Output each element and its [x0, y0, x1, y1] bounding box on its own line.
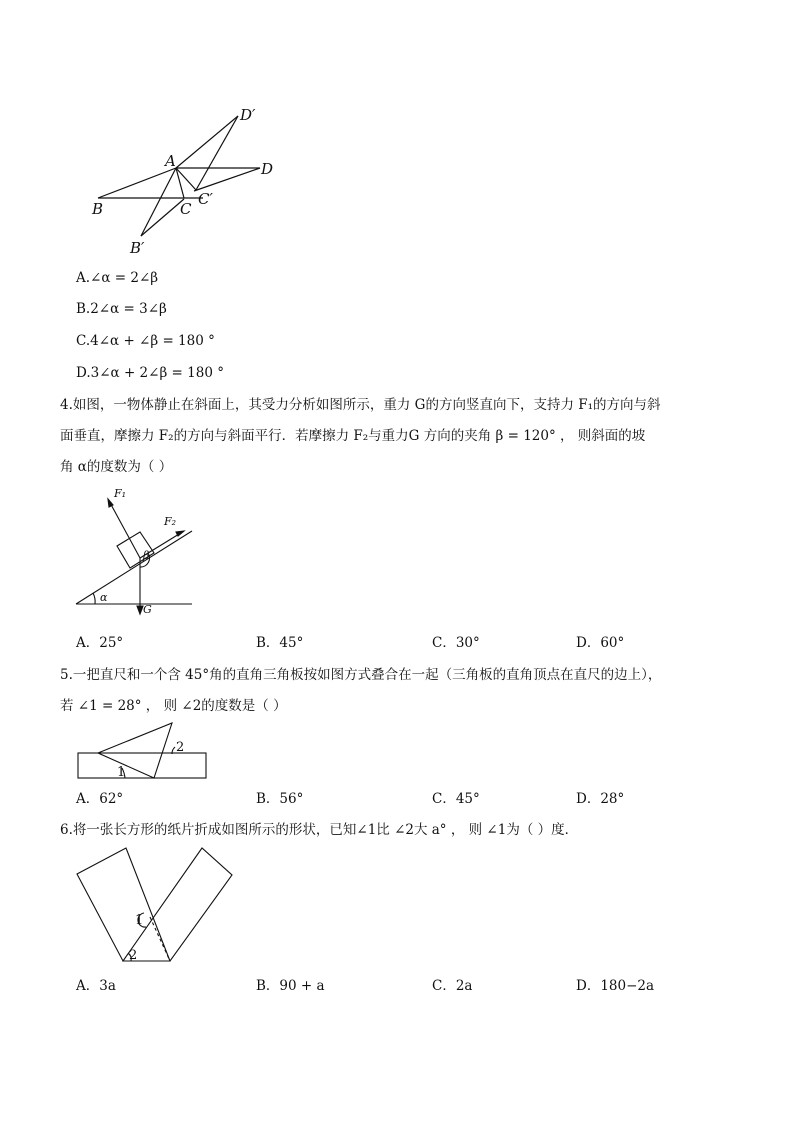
- q5-stem-line2: 若 ∠1 = 28° ， 则 ∠2的度数是（ ）: [60, 698, 287, 714]
- q3-option-c: C.4∠α + ∠β = 180 °: [76, 333, 215, 349]
- q6-option-b: B．90 + a: [256, 978, 325, 994]
- q6-option-a: A．3a: [76, 978, 116, 994]
- q5-figure: [75, 718, 215, 784]
- q4-figure: [70, 485, 200, 620]
- q3-option-d: D.3∠α + 2∠β = 180 °: [76, 365, 224, 381]
- q5-option-b: B．56°: [256, 791, 304, 807]
- q4-option-a: A．25°: [76, 635, 124, 651]
- q5-option-c: C．45°: [432, 791, 480, 807]
- q4-option-b: B．45°: [256, 635, 304, 651]
- label-alpha: α: [100, 591, 108, 604]
- q6-figure: [72, 845, 237, 967]
- q6-stem-line1: 6.将一张长方形的纸片折成如图所示的形状，已知∠1比 ∠2大 a° ， 则 ∠1为（ ）度．: [60, 822, 579, 838]
- q4-option-d: D．60°: [576, 635, 625, 651]
- label-B: B: [92, 200, 104, 218]
- q5-option-d: D．28°: [576, 791, 625, 807]
- label-B-prime: B′: [130, 239, 145, 257]
- q4-option-c: C．30°: [432, 635, 480, 651]
- q4-stem-line3: 角 α的度数为（ ）: [60, 459, 173, 475]
- label-D: D: [261, 160, 274, 178]
- q3-option-a: A.∠α = 2∠β: [76, 270, 159, 286]
- label-angle-1: 1: [135, 913, 144, 928]
- label-F1: F₁: [114, 487, 127, 500]
- label-A: A: [165, 152, 176, 170]
- label-C-prime: C′: [198, 190, 213, 208]
- label-angle-2: 2: [176, 740, 185, 755]
- label-angle-2: 2: [129, 948, 138, 963]
- q6-option-d: D．180−2a: [576, 978, 655, 994]
- label-C: C: [180, 200, 192, 218]
- label-G: G: [143, 603, 152, 616]
- q5-option-a: A．62°: [76, 791, 124, 807]
- q3-figure: [88, 104, 288, 260]
- label-beta: β: [143, 549, 150, 562]
- q4-stem-line1: 4.如图，一物体静止在斜面上，其受力分析如图所示，重力 G的方向竖直向下，支持力 F₁的方向与斜: [60, 397, 661, 413]
- label-F2: F₂: [164, 515, 177, 528]
- label-angle-1: 1: [117, 765, 126, 780]
- label-D-prime: D′: [240, 106, 256, 124]
- q5-stem-line1: 5.一把直尺和一个含 45°角的直角三角板按如图方式叠合在一起（三角板的直角顶点在直尺的边上），: [60, 667, 662, 683]
- q4-stem-line2: 面垂直，摩擦力 F₂的方向与斜面平行．若摩擦力 F₂与重力G 方向的夹角 β = 120° ， 则斜面的坡: [60, 428, 646, 444]
- q3-option-b: B.2∠α = 3∠β: [76, 301, 167, 317]
- q6-option-c: C．2a: [432, 978, 473, 994]
